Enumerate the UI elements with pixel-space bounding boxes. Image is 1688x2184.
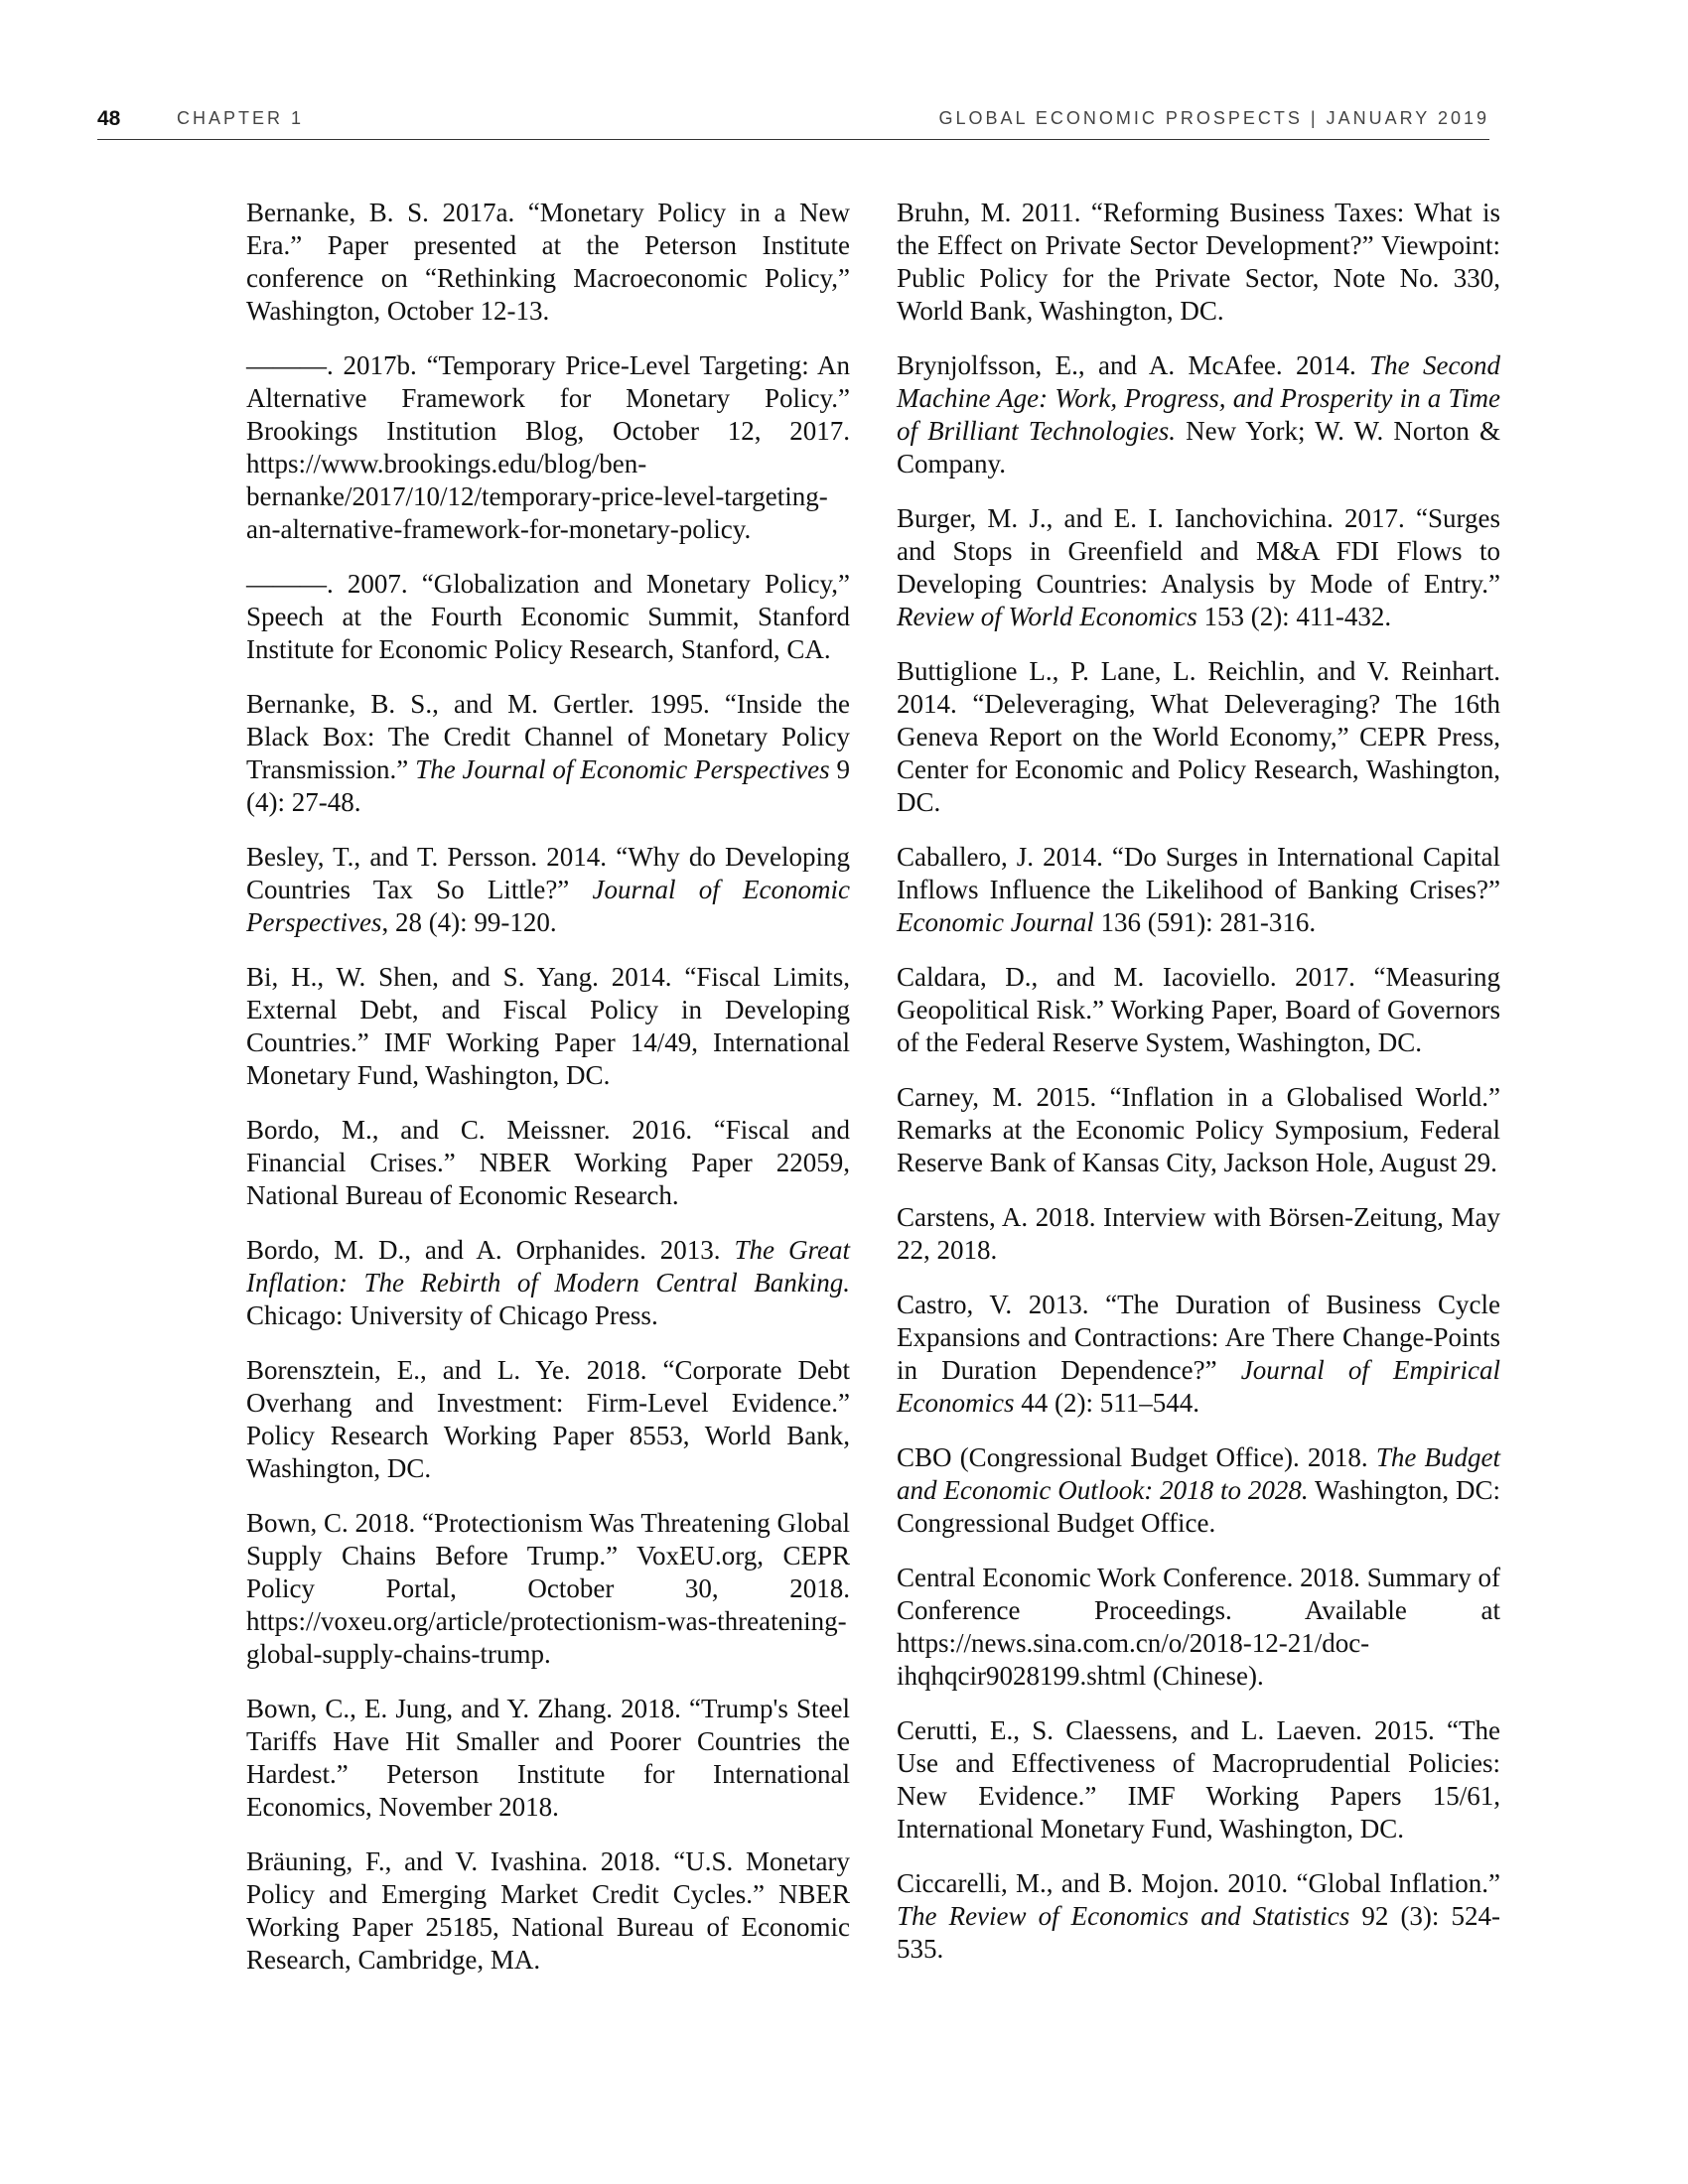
reference-entry: [897, 655, 1500, 819]
reference-text: Bernanke, B. S., and M. Gertler. 1995. “Inside the Black Box: The Credit Channel of Monetary Policy Transmission.”: [246, 689, 850, 784]
reference-text: Bordo, M. D., and A. Orphanides. 2013.: [246, 1235, 735, 1265]
reference-text: Bi, H., W. Shen, and S. Yang. 2014. “Fiscal Limits, External Debt, and Fiscal Policy in Developing Countries.” IMF Working Paper 14/49, International Monetary Fund, Washington, DC.: [246, 962, 850, 1090]
reference-text: Central Economic Work Conference. 2018. Summary of Conference Proceedings. Available at https://news.sina.com.cn/o/2018-12-21/doc-ihqhqcir9028199.shtml (Chinese).: [897, 1563, 1500, 1691]
reference-entry: [897, 1081, 1500, 1179]
reference-text: Chicago: University of Chicago Press.: [246, 1300, 658, 1330]
reference-text: Bown, C., E. Jung, and Y. Zhang. 2018. “Trump's Steel Tariffs Have Hit Smaller and Poorer Countries the Hardest.” Peterson Institute for International Economics, November 2018.: [246, 1694, 850, 1822]
reference-entry: [246, 349, 850, 546]
chapter-label: CHAPTER 1: [177, 108, 305, 128]
reference-entry: [246, 1507, 850, 1671]
header-rule: [97, 139, 1489, 140]
reference-text: CBO (Congressional Budget Office). 2018.: [897, 1442, 1376, 1472]
reference-entry: [897, 1441, 1500, 1540]
reference-text: ———. 2017b. “Temporary Price-Level Targeting: An Alternative Framework for Monetary Policy.” Brookings Institution Blog, October 12, 2017. https://www.brookings.edu/blog/ben-bernanke/2017/10/12/temporary-price-level-targeting-an-alternative-framework-for-monetary-policy.: [246, 350, 850, 544]
reference-title-italic: Journal of Empirical Economics: [897, 1355, 1500, 1418]
reference-text: ———. 2007. “Globalization and Monetary Policy,” Speech at the Fourth Economic Summit, Stanford Institute for Economic Policy Research, Stanford, CA.: [246, 569, 850, 664]
reference-entry: [897, 197, 1500, 328]
reference-entry: [897, 841, 1500, 939]
reference-text: Bernanke, B. S. 2017a. “Monetary Policy in a New Era.” Paper presented at the Peterson Institute conference on “Rethinking Macroeconomic Policy,” Washington, October 12-13.: [246, 198, 850, 326]
reference-entry: [897, 1201, 1500, 1267]
right-column: [897, 197, 1500, 1987]
reference-text: Bordo, M., and C. Meissner. 2016. “Fiscal and Financial Crises.” NBER Working Paper 22059, National Bureau of Economic Research.: [246, 1115, 850, 1210]
reference-text: Bown, C. 2018. “Protectionism Was Threatening Global Supply Chains Before Trump.” VoxEU.org, CEPR Policy Portal, October 30, 2018. https://voxeu.org/article/protectionism-was-threatening-global-supply-chains-trump.: [246, 1508, 851, 1669]
reference-entry: [897, 961, 1500, 1059]
reference-text: Caldara, D., and M. Iacoviello. 2017. “Measuring Geopolitical Risk.” Working Paper, Board of Governors of the Federal Reserve System, Washington, DC.: [897, 962, 1500, 1057]
reference-text: Bräuning, F., and V. Ivashina. 2018. “U.S. Monetary Policy and Emerging Market Credit Cycles.” NBER Working Paper 25185, National Bureau of Economic Research, Cambridge, MA.: [246, 1846, 850, 1975]
reference-text: Ciccarelli, M., and B. Mojon. 2010. “Global Inflation.”: [897, 1868, 1500, 1898]
reference-entry: [246, 197, 850, 328]
reference-title-italic: Journal of Economic Perspectives: [246, 875, 850, 937]
reference-title-italic: The Review of Economics and Statistics: [897, 1901, 1350, 1931]
reference-entry: [897, 1562, 1500, 1693]
page-number: 48: [97, 107, 121, 130]
reference-entry: [246, 1234, 850, 1332]
reference-entry: [246, 961, 850, 1092]
reference-entry: [246, 1114, 850, 1212]
reference-text: New York; W. W. Norton & Company.: [897, 416, 1500, 478]
reference-title-italic: Review of World Economics: [897, 602, 1197, 631]
reference-text: Burger, M. J., and E. I. Ianchovichina. 2017. “Surges and Stops in Greenfield and M&A FDI Flows to Developing Countries: Analysis by Mode of Entry.”: [897, 503, 1500, 599]
left-column: [246, 197, 850, 1998]
reference-entry: [897, 349, 1500, 480]
reference-entry: [246, 688, 850, 819]
reference-entry: [897, 1289, 1500, 1420]
reference-entry: [246, 1693, 850, 1824]
reference-text: Buttiglione L., P. Lane, L. Reichlin, and V. Reinhart. 2014. “Deleveraging, What Deleveraging? The 16th Geneva Report on the World Economy,” CEPR Press, Center for Economic and Policy Research, Washington, DC.: [897, 656, 1500, 817]
reference-text: Castro, V. 2013. “The Duration of Business Cycle Expansions and Contractions: Are There Change-Points in Duration Dependence?”: [897, 1290, 1500, 1385]
reference-entry: [246, 568, 850, 666]
reference-text: Borensztein, E., and L. Ye. 2018. “Corporate Debt Overhang and Investment: Firm-Level Evidence.” Policy Research Working Paper 8553, World Bank, Washington, DC.: [246, 1355, 850, 1483]
reference-text: Bruhn, M. 2011. “Reforming Business Taxes: What is the Effect on Private Sector Development?” Viewpoint: Public Policy for the Private Sector, Note No. 330, World Bank, Washington, DC.: [897, 198, 1500, 326]
reference-entry: [897, 1714, 1500, 1845]
reference-text: , 28 (4): 99-120.: [381, 907, 557, 937]
reference-title-italic: The Great Inflation: The Rebirth of Modern Central Banking.: [246, 1235, 850, 1297]
reference-entry: [897, 1867, 1500, 1966]
reference-text: 92 (3): 524-535.: [897, 1901, 1500, 1964]
reference-entry: [897, 502, 1500, 633]
reference-text: Washington, DC: Congressional Budget Office.: [897, 1475, 1500, 1538]
reference-text: Carney, M. 2015. “Inflation in a Globalised World.” Remarks at the Economic Policy Symposium, Federal Reserve Bank of Kansas City, Jackson Hole, August 29.: [897, 1082, 1500, 1177]
reference-text: 44 (2): 511–544.: [1014, 1388, 1199, 1418]
reference-entry: [246, 1845, 850, 1977]
reference-title-italic: Economic Journal: [897, 907, 1094, 937]
reference-text: Caballero, J. 2014. “Do Surges in International Capital Inflows Influence the Likelihood of Banking Crises?”: [897, 842, 1500, 904]
publication-title: GLOBAL ECONOMIC PROSPECTS | JANUARY 2019: [938, 108, 1489, 128]
reference-title-italic: The Journal of Economic Perspectives: [415, 754, 830, 784]
reference-text: Cerutti, E., S. Claessens, and L. Laeven. 2015. “The Use and Effectiveness of Macroprudential Policies: New Evidence.” IMF Working Papers 15/61, International Monetary Fund, Washington, DC.: [897, 1715, 1500, 1843]
page-header: [97, 99, 1489, 139]
reference-entry: [246, 841, 850, 939]
reference-text: 9 (4): 27-48.: [246, 754, 850, 817]
reference-text: Brynjolfsson, E., and A. McAfee. 2014.: [897, 350, 1370, 380]
reference-entry: [246, 1354, 850, 1485]
reference-text: Carstens, A. 2018. Interview with Börsen-Zeitung, May 22, 2018.: [897, 1202, 1500, 1265]
reference-text: Besley, T., and T. Persson. 2014. “Why do Developing Countries Tax So Little?”: [246, 842, 850, 904]
reference-text: 153 (2): 411-432.: [1196, 602, 1392, 631]
reference-text: 136 (591): 281-316.: [1093, 907, 1317, 937]
reference-title-italic: The Budget and Economic Outlook: 2018 to 2028.: [897, 1442, 1500, 1505]
reference-title-italic: The Second Machine Age: Work, Progress, and Prosperity in a Time of Brilliant Technologies.: [897, 350, 1500, 446]
